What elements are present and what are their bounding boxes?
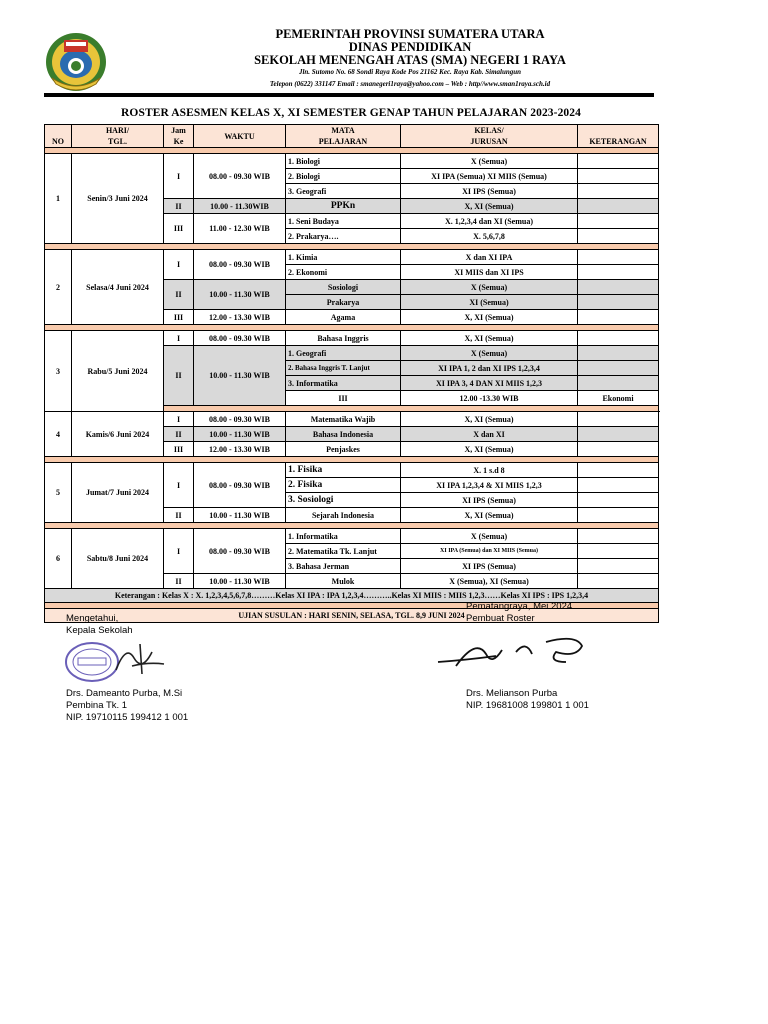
- day-date: Sabtu/8 Juni 2024: [72, 529, 164, 589]
- maker-nip: NIP. 19681008 199801 1 001: [466, 700, 589, 711]
- class-cell: X. 1,2,3,4 dan XI (Semua): [401, 214, 578, 229]
- table-row: [45, 463, 659, 478]
- session-time: 10.00 - 11.30WIB: [194, 199, 286, 214]
- class-cell: X, XI (Semua): [401, 199, 578, 214]
- session-time: 10.00 - 11.30 WIB: [194, 280, 286, 310]
- session-jam: I: [164, 154, 194, 199]
- agency-name: DINAS PENDIDIKAN: [348, 40, 472, 54]
- day-no: 1: [45, 154, 72, 244]
- note-cell: [578, 229, 659, 244]
- note-cell: [578, 442, 659, 457]
- subject-cell: Mulok: [286, 574, 401, 589]
- note-cell: [578, 214, 659, 229]
- subject-cell: 2. Fisika: [286, 478, 401, 493]
- class-cell: XI IPA (Semua) XI MIIS (Semua): [401, 169, 578, 184]
- acknowledged-label: Mengetahui,: [66, 613, 119, 624]
- subject-cell: 2. Matematika Tk. Lanjut: [286, 544, 401, 559]
- subject-cell: 2. Ekonomi: [286, 265, 401, 280]
- session-jam: II: [164, 574, 194, 589]
- class-cell: XI (Semua): [401, 295, 578, 310]
- session-time: 12.00 -13.30 WIB: [401, 391, 578, 406]
- session-time: 12.00 - 13.30 WIB: [194, 442, 286, 457]
- class-cell: XI MIIS dan XI IPS: [401, 265, 578, 280]
- note-cell: [578, 265, 659, 280]
- session-jam: II: [164, 199, 194, 214]
- class-cell: X dan XI IPA: [401, 250, 578, 265]
- principal-title: Kepala Sekolah: [66, 625, 133, 636]
- subject-cell: Agama: [286, 310, 401, 325]
- principal-name: Drs. Dameanto Purba, M.Si: [66, 688, 183, 699]
- note-cell: [578, 154, 659, 169]
- session-jam: II: [164, 280, 194, 310]
- principal-rank: Pembina Tk. 1: [66, 700, 128, 711]
- note-cell: [578, 529, 659, 544]
- note-cell: [578, 376, 659, 391]
- session-jam: III: [164, 442, 194, 457]
- document-title: ROSTER ASESMEN KELAS X, XI SEMESTER GENAP TAHUN PELAJARAN 2023-2024: [121, 107, 581, 119]
- subject-cell: 1. Biologi: [286, 154, 401, 169]
- class-cell: X (Semua): [401, 529, 578, 544]
- subject-cell: 1. Geografi: [286, 346, 401, 361]
- class-cell: X, XI (Semua): [401, 412, 578, 427]
- principal-signature-icon: [112, 640, 168, 678]
- day-no: 4: [45, 412, 72, 457]
- day-date: Selasa/4 Juni 2024: [72, 250, 164, 325]
- subject-cell: 1. Seni Budaya: [286, 214, 401, 229]
- class-cell: X (Semua): [401, 346, 578, 361]
- class-cell: XI IPA (Semua) dan XI MIIS (Semua): [401, 544, 578, 559]
- subject-cell: Bahasa Inggris: [286, 331, 401, 346]
- class-cell: X, XI (Semua): [401, 442, 578, 457]
- subject-cell: 2. Bahasa Inggris T. Lanjut: [286, 361, 401, 376]
- session-time: 10.00 - 11.30 WIB: [194, 508, 286, 523]
- school-contact: Telepon (0622) 331147 Email : smanegeri1raya@yahoo.com – Web : http//www.sman1raya.sch.id: [269, 80, 551, 88]
- table-row: [45, 412, 659, 427]
- session-jam: III: [286, 391, 401, 406]
- class-cell: X (Semua), XI (Semua): [401, 574, 578, 589]
- class-cell: X, XI (Semua): [401, 508, 578, 523]
- subject-cell: 1. Informatika: [286, 529, 401, 544]
- subject-cell: Ekonomi: [578, 391, 659, 406]
- note-cell: [578, 199, 659, 214]
- maker-name: Drs. Melianson Purba: [466, 688, 558, 699]
- session-time: 10.00 - 11.30 WIB: [194, 427, 286, 442]
- roster-table: [44, 124, 659, 623]
- note-cell: [578, 559, 659, 574]
- note-cell: [578, 310, 659, 325]
- note-cell: [578, 250, 659, 265]
- table-row: [45, 250, 659, 265]
- table-header-row: [45, 125, 659, 148]
- class-cell: XI IPA 3, 4 DAN XI MIIS 1,2,3: [401, 376, 578, 391]
- subject-cell: 3. Informatika: [286, 376, 401, 391]
- principal-nip: NIP. 19710115 199412 1 001: [66, 712, 189, 723]
- subject-cell: 3. Bahasa Jerman: [286, 559, 401, 574]
- province-emblem-icon: [44, 30, 108, 92]
- session-jam: I: [164, 331, 194, 346]
- subject-cell: 3. Geografi: [286, 184, 401, 199]
- class-cell: X (Semua): [401, 280, 578, 295]
- class-cell: X. 1 s.d 8: [401, 463, 578, 478]
- session-time: 08.00 - 09.30 WIB: [194, 412, 286, 427]
- session-time: 10.00 - 11.30 WIB: [194, 346, 286, 406]
- note-cell: [578, 184, 659, 199]
- note-cell: [578, 478, 659, 493]
- note-cell: [578, 331, 659, 346]
- session-time: 08.00 - 09.30 WIB: [194, 250, 286, 280]
- table-row: [45, 331, 659, 346]
- note-cell: [578, 508, 659, 523]
- school-address: Jln. Sutomo No. 68 Sondi Raya Kode Pos 21162 Kec. Raya Kab. Simalungun: [298, 68, 522, 76]
- session-time: 12.00 - 13.30 WIB: [194, 310, 286, 325]
- gov-name: PEMERINTAH PROVINSI SUMATERA UTARA: [275, 27, 545, 41]
- note-cell: [578, 169, 659, 184]
- subject-cell: Sejarah Indonesia: [286, 508, 401, 523]
- school-name: SEKOLAH MENENGAH ATAS (SMA) NEGERI 1 RAYA: [254, 53, 566, 67]
- session-jam: I: [164, 463, 194, 508]
- col-hari: HARI/ TGL.: [72, 125, 164, 148]
- col-keterangan: KETERANGAN: [578, 125, 659, 148]
- day-date: Rabu/5 Juni 2024: [72, 331, 164, 412]
- col-mapel: MATA PELAJARAN: [286, 125, 401, 148]
- note-cell: [578, 574, 659, 589]
- session-time: 10.00 - 11.30 WIB: [194, 574, 286, 589]
- session-time: 08.00 - 09.30 WIB: [194, 463, 286, 508]
- session-jam: II: [164, 346, 194, 406]
- table-row: [45, 529, 659, 544]
- col-no: NO: [45, 125, 72, 148]
- subject-cell: 1. Fisika: [286, 463, 401, 478]
- note-cell: [578, 295, 659, 310]
- maker-title: Pembuat Roster: [466, 613, 535, 624]
- class-cell: XI IPS (Semua): [401, 184, 578, 199]
- note-cell: [578, 463, 659, 478]
- maker-signature-icon: [436, 632, 586, 674]
- subject-cell: Sosiologi: [286, 280, 401, 295]
- subject-cell: 3. Sosiologi: [286, 493, 401, 508]
- session-jam: I: [164, 412, 194, 427]
- session-jam: II: [164, 508, 194, 523]
- class-cell: X. 5,6,7,8: [401, 229, 578, 244]
- note-cell: [578, 346, 659, 361]
- note-cell: [578, 544, 659, 559]
- day-date: Senin/3 Juni 2024: [72, 154, 164, 244]
- note-cell: [578, 493, 659, 508]
- session-time: 11.00 - 12.30 WIB: [194, 214, 286, 244]
- subject-cell: PPKn: [286, 199, 401, 214]
- day-date: Jumat/7 Juni 2024: [72, 463, 164, 523]
- makeup-exam-note: UJIAN SUSULAN : HARI SENIN, SELASA, TGL. 8,9 JUNI 2024: [45, 609, 659, 623]
- header-divider: [44, 93, 654, 97]
- note-cell: [578, 412, 659, 427]
- subject-cell: 2. Biologi: [286, 169, 401, 184]
- class-cell: X, XI (Semua): [401, 331, 578, 346]
- class-legend: Keterangan : Kelas X : X. 1,2,3,4,5,6,7,8………Kelas XI IPA : IPA 1,2,3,4………..Kelas XI MIIS : MIIS 1,2,3……Kelas XI IPS : IPS 1,2,3,4: [45, 589, 659, 603]
- session-time: 08.00 - 09.30 WIB: [194, 154, 286, 199]
- col-waktu: WAKTU: [194, 125, 286, 148]
- session-jam: I: [164, 529, 194, 574]
- day-no: 3: [45, 331, 72, 412]
- subject-cell: Prakarya: [286, 295, 401, 310]
- col-kelas: KELAS/ JURUSAN: [401, 125, 578, 148]
- class-cell: X dan XI: [401, 427, 578, 442]
- day-date: Kamis/6 Juni 2024: [72, 412, 164, 457]
- note-cell: [578, 361, 659, 376]
- subject-cell: Bahasa Indonesia: [286, 427, 401, 442]
- session-time: 08.00 - 09.30 WIB: [194, 331, 286, 346]
- session-time: 08.00 - 09.30 WIB: [194, 529, 286, 574]
- subject-cell: 2. Prakarya….: [286, 229, 401, 244]
- session-jam: I: [164, 250, 194, 280]
- subject-cell: Penjaskes: [286, 442, 401, 457]
- col-jam: Jam Ke: [164, 125, 194, 148]
- subject-cell: 1. Kimia: [286, 250, 401, 265]
- table-row: [45, 154, 659, 169]
- class-cell: XI IPS (Semua): [401, 493, 578, 508]
- session-jam: III: [164, 310, 194, 325]
- place-date: Pematangraya, Mei 2024: [466, 601, 573, 612]
- day-no: 5: [45, 463, 72, 523]
- note-cell: [578, 427, 659, 442]
- class-cell: XI IPA 1, 2 dan XI IPS 1,2,3,4: [401, 361, 578, 376]
- class-cell: XI IPS (Semua): [401, 559, 578, 574]
- note-cell: [578, 280, 659, 295]
- day-no: 2: [45, 250, 72, 325]
- subject-cell: Matematika Wajib: [286, 412, 401, 427]
- session-jam: III: [164, 214, 194, 244]
- day-no: 6: [45, 529, 72, 589]
- class-cell: XI IPA 1,2,3,4 & XI MIIS 1,2,3: [401, 478, 578, 493]
- class-cell: X (Semua): [401, 154, 578, 169]
- class-cell: X, XI (Semua): [401, 310, 578, 325]
- session-jam: II: [164, 427, 194, 442]
